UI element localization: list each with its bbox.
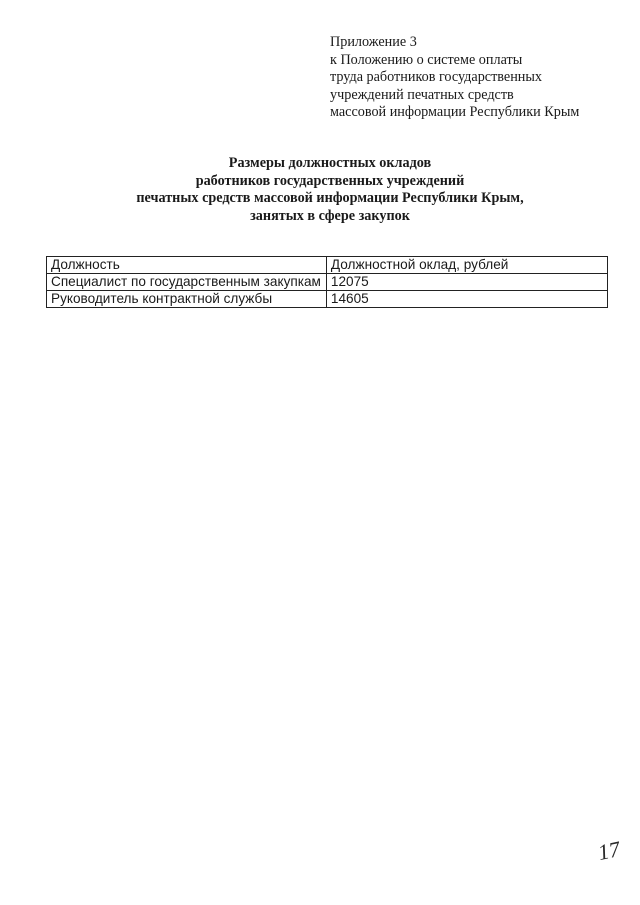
header-position: Должность: [47, 257, 327, 274]
appendix-line: массовой информации Республики Крым: [330, 104, 580, 120]
appendix-note: [330, 34, 630, 122]
handwritten-page-number: 17: [595, 835, 623, 866]
cell-salary: 14605: [326, 291, 607, 308]
header-salary: Должностной оклад, рублей: [326, 257, 607, 274]
table-row: [47, 274, 608, 291]
title-line: Размеры должностных окладов: [228, 155, 432, 171]
document-title: [0, 155, 640, 225]
appendix-line: учреждений печатных средств: [330, 86, 514, 103]
title-line: работников государственных учреждений: [195, 172, 465, 189]
table-header-row: [47, 257, 608, 274]
appendix-line: к Положению о системе оплаты: [330, 51, 523, 68]
title-line: печатных средств массовой информации Республики Крым,: [136, 190, 524, 206]
cell-position: Руководитель контрактной службы: [47, 291, 327, 308]
table-row: [47, 291, 608, 308]
cell-salary: 12075: [326, 274, 607, 291]
cell-position: Специалист по государственным закупкам: [47, 274, 327, 291]
appendix-line: труда работников государственных: [330, 69, 543, 85]
title-line: занятых в сфере закупок: [250, 207, 410, 224]
salary-table: [46, 256, 608, 308]
appendix-line: Приложение 3: [330, 34, 417, 50]
